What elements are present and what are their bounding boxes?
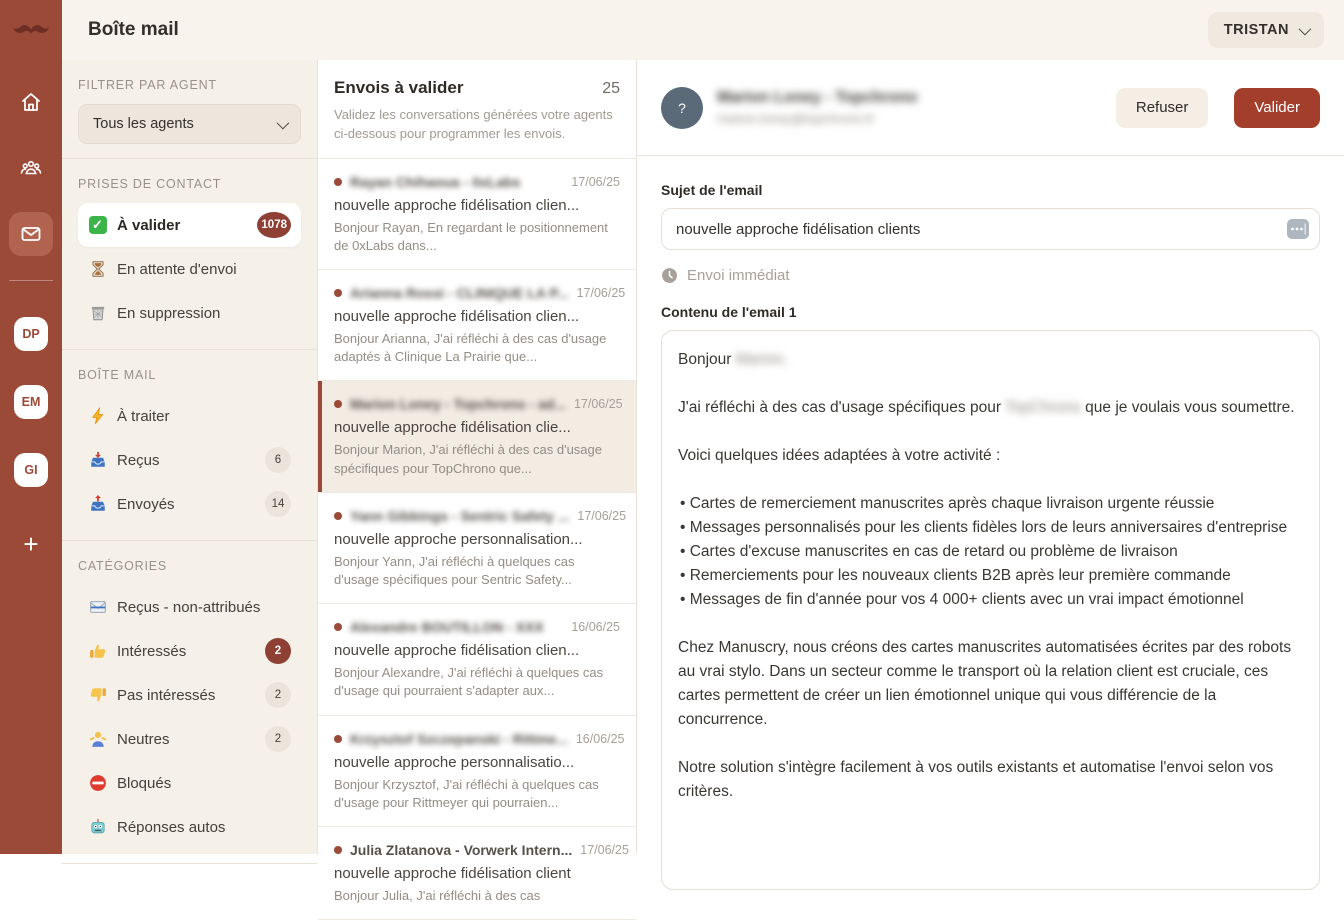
sidebar-item-en-suppression[interactable] <box>78 291 301 335</box>
email-paragraph: J'ai réfléchi à des cas d'usage spécifiques pour TopChrono que je voulais vous soumettre. <box>678 399 1295 417</box>
contact-email: marion.loney@topchrono.fr <box>717 111 874 126</box>
email-sender-name: Krzysztof Szczepanski - Rittme... <box>350 730 568 747</box>
trash-icon <box>88 304 107 323</box>
email-date: 17/06/25 <box>580 842 629 857</box>
no-entry-icon <box>88 774 107 793</box>
add-agent-button[interactable]: + <box>23 529 39 559</box>
unread-dot-icon <box>334 289 342 297</box>
sidebar-item-recus[interactable] <box>78 438 301 482</box>
outbox-icon <box>88 495 107 514</box>
email-subject: nouvelle approche fidélisation clien... <box>334 642 580 660</box>
robot-icon <box>88 818 107 837</box>
email-list-column <box>318 60 637 903</box>
email-preview: Bonjour Yann, J'ai réfléchi à quelques cas d'usage spécifiques pour Sentric Safety... <box>334 553 575 587</box>
sidebar-item-label: Envoyés <box>117 495 175 513</box>
unread-dot-icon <box>334 400 342 408</box>
thumb-down-icon <box>88 686 107 705</box>
inbox-icon <box>88 451 107 470</box>
email-list-count: 25 <box>602 80 620 97</box>
sidebar-item-label: En attente d'envoi <box>117 260 237 278</box>
user-menu-button[interactable] <box>1208 12 1324 48</box>
email-date: 17/06/25 <box>577 508 627 523</box>
email-date: 16/06/25 <box>575 731 625 746</box>
sidebar-item-en-attente-d-envoi[interactable] <box>78 247 301 291</box>
sidebar-section <box>62 159 317 350</box>
mail-icon <box>19 222 43 246</box>
unread-dot-icon <box>334 623 342 631</box>
agent-avatar-dp[interactable]: DP <box>14 317 48 351</box>
rail-divider <box>9 280 53 281</box>
email-content-editor[interactable] <box>661 330 1320 890</box>
unread-dot-icon <box>334 846 342 854</box>
thumb-up-icon <box>88 642 107 661</box>
sidebar-item-label: Intéressés <box>117 642 187 660</box>
mail-open-icon <box>88 598 107 617</box>
email-subject: nouvelle approche personnalisatio... <box>334 753 575 771</box>
sidebar-item-reponses-autos[interactable] <box>78 805 301 849</box>
mustache-logo[interactable] <box>0 0 62 60</box>
lightning-icon <box>88 407 107 426</box>
validate-button[interactable]: Valider <box>1234 88 1320 128</box>
email-paragraph: Chez Manuscry, nous créons des cartes manuscrites automatisées écrites par des robots au vrai stylo. Dans un secteur comme le transport où la relation client est cruciale, ces cartes permettent de créer un lien émotionnel unique qui vous différencie de la concurrence. <box>678 639 1292 729</box>
email-sender-name: Arianna Rossi - CLINIQUE LA P... <box>350 285 569 302</box>
rail-people-button[interactable] <box>9 146 53 190</box>
email-list-item[interactable] <box>318 604 636 715</box>
rail-mail-button[interactable] <box>9 212 53 256</box>
check-icon: ✓ <box>88 216 107 235</box>
email-subject: nouvelle approche fidélisation clie... <box>334 419 571 437</box>
send-mode-label: Envoi immédiat <box>687 267 790 284</box>
email-detail-panel <box>637 60 1344 854</box>
content-label: Contenu de l'email 1 <box>661 304 797 320</box>
email-subject: nouvelle approche fidélisation clien... <box>334 308 580 326</box>
sidebar-item-label: Reçus <box>117 451 160 469</box>
sidebar-item-label: Réponses autos <box>117 818 226 836</box>
rail-home-button[interactable] <box>9 80 53 124</box>
email-bullet-item: • Cartes de remerciement manuscrites après chaque livraison urgente réussie <box>678 492 1303 516</box>
top-header <box>62 0 1344 60</box>
sidebar-item-a-valider[interactable] <box>78 203 301 247</box>
email-preview: Bonjour Alexandre, J'ai réfléchi à quelques cas d'usage qui pourraient s'adapter aux... <box>334 665 604 699</box>
send-mode-row <box>661 267 1320 284</box>
count-badge: 2 <box>265 682 291 708</box>
sidebar-section <box>62 541 317 864</box>
agent-filter-value: Tous les agents <box>93 116 194 132</box>
email-date: 17/06/25 <box>576 286 626 301</box>
agent-avatar-em[interactable]: EM <box>14 385 48 419</box>
sidebar-section-title: CATÉGORIES <box>78 559 168 573</box>
clock-icon <box>661 267 678 284</box>
chevron-down-icon <box>277 116 290 129</box>
email-list-item[interactable] <box>318 270 636 381</box>
email-preview: Bonjour Marion, J'ai réfléchi à des cas d'usage spécifiques pour TopChrono que... <box>334 442 602 476</box>
detail-header <box>637 60 1344 156</box>
email-subject: nouvelle approche fidélisation clien... <box>334 196 580 214</box>
icon-rail <box>0 0 62 854</box>
email-sender-name: Julia Zlatanova - Vorwerk Intern... <box>350 841 573 858</box>
email-list-item[interactable] <box>318 716 636 827</box>
email-paragraph: Notre solution s'intègre facilement à vos outils existants et automatise l'envoi selon vos critères. <box>678 759 1274 801</box>
email-sender-name: Marion Loney - Topchrono - ad... <box>350 396 566 413</box>
email-list-item[interactable] <box>318 159 636 270</box>
agent-avatar-gi[interactable]: GI <box>14 453 48 487</box>
people-icon <box>19 156 43 180</box>
sidebar-item-label: Pas intéressés <box>117 686 216 704</box>
sidebar-item-recus-non-attribues[interactable] <box>78 585 301 629</box>
contact-name: Marion Loney - Topchrono <box>717 89 918 106</box>
email-list-subtitle: Validez les conversations générées votre agents ci-dessous pour programmer les envois. <box>334 107 613 141</box>
email-sender-name: Rayan Chihaoua - 0xLabs <box>350 173 521 190</box>
blurred-personalization-token: Marion, <box>735 351 788 368</box>
subject-input[interactable] <box>676 221 1287 238</box>
email-bullet-item: • Messages de fin d'année pour vos 4 000+ clients avec un vrai impact émotionnel <box>678 588 1303 612</box>
email-preview: Bonjour Julia, J'ai réfléchi à des cas <box>334 887 541 903</box>
filter-sidebar <box>62 60 318 854</box>
sidebar-section <box>62 350 317 541</box>
email-bullet-item: • Remerciements pour les nouveaux clients B2B après leur première commande <box>678 564 1303 588</box>
email-list-item[interactable] <box>318 827 636 920</box>
email-bullet-list <box>678 492 1303 612</box>
unread-dot-icon <box>334 178 342 186</box>
count-badge: 2 <box>265 638 291 664</box>
count-badge: 6 <box>265 447 291 473</box>
sidebar-item-label: Bloqués <box>117 774 172 792</box>
count-badge: 2 <box>265 726 291 752</box>
sidebar-item-pas-interesses[interactable] <box>78 673 301 717</box>
count-badge: 1078 <box>257 212 291 238</box>
agent-filter-section <box>62 60 317 159</box>
email-bullet-item: • Cartes d'excuse manuscrites en cas de retard ou problème de livraison <box>678 540 1303 564</box>
email-preview: Bonjour Arianna, J'ai réfléchi à des cas d'usage adaptés à Clinique La Prairie que... <box>334 331 607 365</box>
sidebar-section-title: BOÎTE MAIL <box>78 368 157 382</box>
count-badge: 14 <box>265 491 291 517</box>
email-paragraph: Bonjour Marion, <box>678 351 788 368</box>
hourglass-icon <box>88 260 107 279</box>
email-date: 17/06/25 <box>571 174 620 189</box>
email-sender-name: Alexandre BOUTILLON - XXX <box>350 619 544 636</box>
shrug-icon <box>88 730 107 749</box>
contact-avatar: ? <box>661 87 703 129</box>
unread-dot-icon <box>334 735 342 743</box>
unread-dot-icon <box>334 512 342 520</box>
refuse-button[interactable]: Refuser <box>1116 88 1209 128</box>
sidebar-section-title: PRISES DE CONTACT <box>78 177 222 191</box>
email-list-item[interactable] <box>318 493 636 604</box>
home-icon <box>19 90 43 114</box>
sidebar-item-interesses[interactable] <box>78 629 301 673</box>
sidebar-item-bloques[interactable] <box>78 761 301 805</box>
email-preview: Bonjour Krzysztof, J'ai réfléchi à quelques cas d'usage pour Rittmeyer qui pourraien... <box>334 776 599 810</box>
email-list-item[interactable] <box>318 381 636 492</box>
text-expand-icon[interactable] <box>1287 219 1309 239</box>
page-title: Boîte mail <box>88 19 179 40</box>
agent-filter-label: FILTRER PAR AGENT <box>78 78 217 92</box>
email-date: 17/06/25 <box>573 397 623 412</box>
sidebar-item-envoyes[interactable] <box>78 482 301 526</box>
sidebar-item-label: En suppression <box>117 304 221 322</box>
email-bullet-item: • Messages personnalisés pour les clients fidèles lors de leurs anniversaires d'entreprise <box>678 516 1303 540</box>
email-sender-name: Yann Gibbings - Sentric Safety ... <box>350 507 570 524</box>
email-list-title: Envois à valider <box>334 78 464 97</box>
email-list-header <box>318 60 636 159</box>
subject-field-wrap <box>661 208 1320 250</box>
blurred-personalization-token: TopChrono <box>1005 399 1081 417</box>
sidebar-item-a-traiter[interactable] <box>78 394 301 438</box>
agent-filter-select[interactable] <box>78 104 301 144</box>
email-paragraph: Voici quelques idées adaptées à votre activité : <box>678 447 1001 465</box>
sidebar-item-label: Reçus - non-attribués <box>117 598 261 616</box>
sidebar-item-neutres[interactable] <box>78 717 301 761</box>
email-date: 16/06/25 <box>571 620 620 635</box>
email-subject: nouvelle approche personnalisation... <box>334 530 583 548</box>
sidebar-item-label: À traiter <box>117 407 170 425</box>
email-subject: nouvelle approche fidélisation client <box>334 864 571 882</box>
chevron-down-icon <box>1299 22 1312 35</box>
subject-label: Sujet de l'email <box>661 182 763 198</box>
sidebar-item-label: Neutres <box>117 730 170 748</box>
sidebar-item-label: À valider <box>117 216 181 234</box>
user-menu-label: TRISTAN <box>1223 22 1289 38</box>
email-preview: Bonjour Rayan, En regardant le positionnement de 0xLabs dans... <box>334 219 608 253</box>
